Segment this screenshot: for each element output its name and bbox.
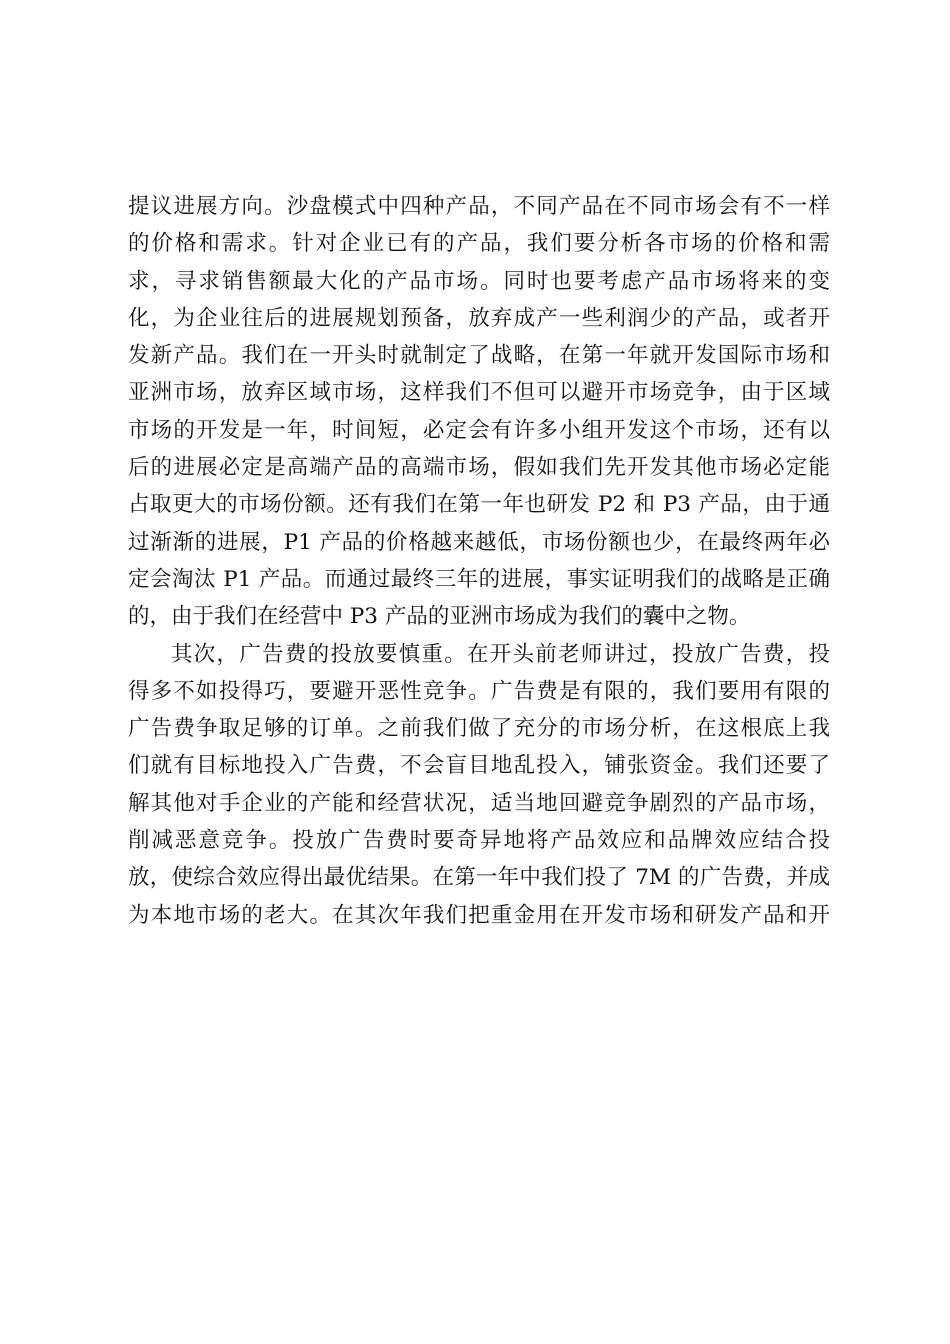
- text-line: 放，使综合效应得出最优结果。在第一年中我们投了 7M 的广告费，并成: [128, 865, 830, 891]
- text-line: 发新产品。我们在一开头时就制定了战略，在第一年就开发国际市场和: [128, 343, 830, 369]
- text-line: 的价格和需求。针对企业已有的产品，我们要分析各市场的价格和需: [128, 231, 830, 257]
- text-line: 后的进展必定是高端产品的高端市场，假如我们先开发其他市场必定能: [128, 455, 830, 481]
- text-line: 的，由于我们在经营中 P3 产品的亚洲市场成为我们的囊中之物。: [128, 604, 751, 630]
- text-line: 化，为企业往后的进展规划预备，放弃成产一些利润少的产品，或者开: [128, 305, 830, 331]
- text-line: 广告费争取足够的订单。之前我们做了充分的市场分析，在这根底上我: [128, 716, 830, 742]
- text-line: 定会淘汰 P1 产品。而通过最终三年的进展，事实证明我们的战略是正确: [128, 566, 830, 592]
- text-line: 亚洲市场，放弃区域市场，这样我们不但可以避开市场竞争，由于区域: [128, 380, 830, 406]
- paragraph-1: [128, 188, 830, 636]
- text-line: 解其他对手企业的产能和经营状况，适当地回避竞争剧烈的产品市场，: [128, 790, 830, 816]
- text-line: 市场的开发是一年，时间短，必定会有许多小组开发这个市场，还有以: [128, 417, 830, 443]
- text-line: 过渐渐的进展，P1 产品的价格越来越低，市场份额也少，在最终两年必: [128, 529, 830, 555]
- text-line: 提议进展方向。沙盘模式中四种产品，不同产品在不同市场会有不一样: [128, 194, 830, 219]
- text-line: 们就有目标地投入广告费，不会盲目地乱投入，铺张资金。我们还要了: [128, 753, 830, 779]
- paragraph-2: [128, 636, 830, 934]
- text-line: 削减恶意竞争。投放广告费时要奇异地将产品效应和品牌效应结合投: [128, 828, 830, 854]
- text-line: 求，寻求销售额最大化的产品市场。同时也要考虑产品市场将来的变: [128, 268, 830, 294]
- text-line: 其次，广告费的投放要慎重。在开头前老师讲过，投放广告费，投: [171, 641, 830, 667]
- body-text: [128, 188, 830, 934]
- text-line: 为本地市场的老大。在其次年我们把重金用在开发市场和研发产品和开: [128, 902, 830, 928]
- text-line: 得多不如投得巧，要避开恶性竞争。广告费是有限的，我们要用有限的: [128, 678, 830, 704]
- text-line: 占取更大的市场份额。还有我们在第一年也研发 P2 和 P3 产品，由于通: [128, 492, 830, 518]
